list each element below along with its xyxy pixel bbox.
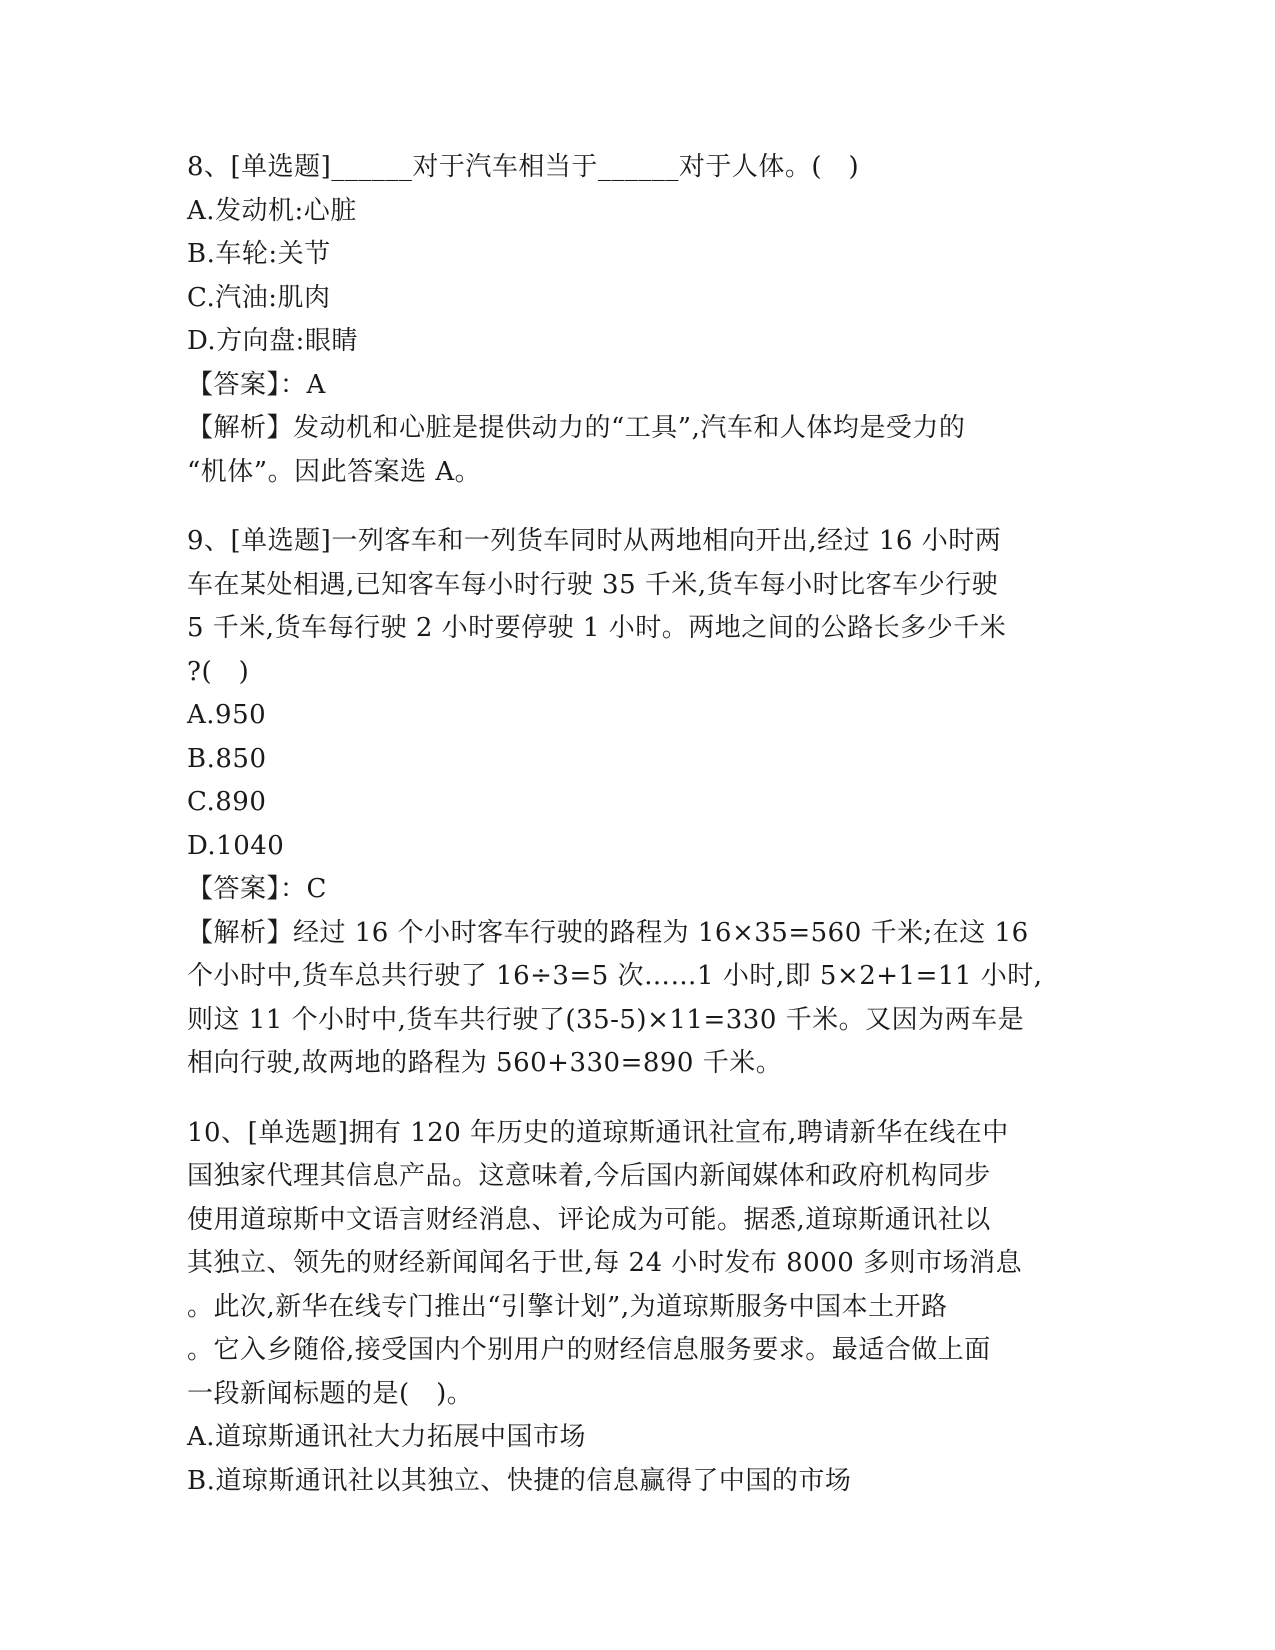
option-c: C.汽油:肌肉 — [187, 282, 331, 313]
option-d: D.1040 — [187, 830, 285, 861]
question-stem-line: 。它入乡随俗,接受国内个别用户的财经信息服务要求。最适合做上面 — [187, 1335, 991, 1365]
option-d: D.方向盘:眼睛 — [187, 326, 358, 356]
analysis-line: 个小时中,货车总共行驶了 16÷3=5 次……1 小时,即 5×2+1=11 小时, — [187, 961, 1043, 991]
question-9 — [187, 520, 1077, 1086]
question-stem-line: 5 千米,货车每行驶 2 小时要停驶 1 小时。两地之间的公路长多少千米 — [187, 613, 1007, 643]
question-stem-line: 国独家代理其信息产品。这意味着,今后国内新闻媒体和政府机构同步 — [187, 1161, 991, 1191]
analysis-line: 【解析】发动机和心脏是提供动力的“工具”,汽车和人体均是受力的 — [187, 413, 966, 443]
question-stem-line: 10、[单选题]拥有 120 年历史的道琼斯通讯社宣布,聘请新华在线在中 — [187, 1117, 1009, 1148]
question-stem-line: 8、[单选题]______对于汽车相当于______对于人体。( ) — [187, 152, 860, 182]
option-a: A.发动机:心脏 — [187, 195, 357, 226]
option-b: B.850 — [187, 743, 267, 774]
option-a: A.道琼斯通讯社大力拓展中国市场 — [187, 1422, 587, 1452]
option-c: C.890 — [187, 787, 267, 817]
analysis-line: “机体”。因此答案选 A。 — [187, 456, 482, 487]
question-8 — [187, 146, 1077, 494]
question-stem-line: 使用道琼斯中文语言财经消息、评论成为可能。据悉,道琼斯通讯社以 — [187, 1204, 991, 1235]
answer-line: 【答案】：A — [187, 369, 326, 400]
analysis-line: 【解析】经过 16 个小时客车行驶的路程为 16×35=560 千米;在这 16 — [187, 917, 1029, 948]
question-stem-line: 车在某处相遇,已知客车每小时行驶 35 千米,货车每小时比客车少行驶 — [187, 569, 999, 600]
question-stem-line: 9、[单选题]一列客车和一列货车同时从两地相向开出,经过 16 小时两 — [187, 526, 1002, 556]
answer-line: 【答案】：C — [187, 874, 327, 904]
question-stem-line: ?( ) — [187, 656, 250, 687]
question-stem-line: 。此次,新华在线专门推出“引擎计划”,为道琼斯服务中国本土开路 — [187, 1291, 948, 1322]
analysis-line: 相向行驶,故两地的路程为 560+330=890 千米。 — [187, 1048, 783, 1078]
document-page — [187, 146, 1077, 1503]
question-stem-line: 其独立、领先的财经新闻闻名于世,每 24 小时发布 8000 多则市场消息 — [187, 1248, 1023, 1278]
option-b: B.道琼斯通讯社以其独立、快捷的信息赢得了中国的市场 — [187, 1465, 852, 1496]
option-a: A.950 — [187, 700, 267, 730]
question-10 — [187, 1112, 1077, 1504]
question-stem-line: 一段新闻标题的是( )。 — [187, 1378, 474, 1409]
option-b: B.车轮:关节 — [187, 239, 331, 269]
analysis-line: 则这 11 个小时中,货车共行驶了(35-5)×11=330 千米。又因为两车是 — [187, 1004, 1025, 1035]
